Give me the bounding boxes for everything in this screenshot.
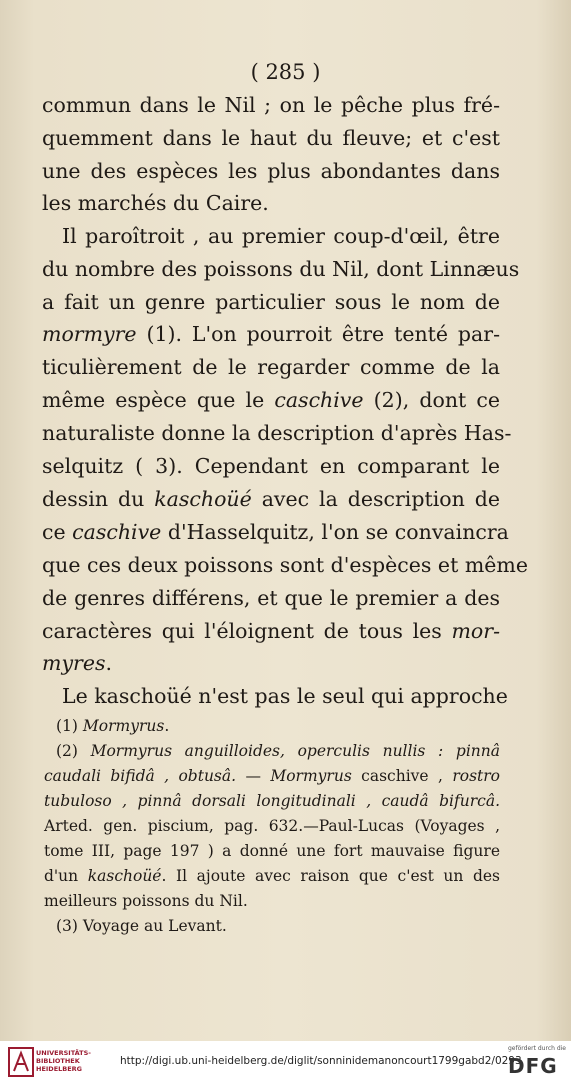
text-line: une des espèces les plus abondantes dans <box>42 159 500 183</box>
footnote-line: tome III, page 197 ) a donné une fort mauvaise figure <box>44 842 500 860</box>
text-line: Il paroîtroit , au premier coup-d'œil, être <box>62 224 500 248</box>
permalink[interactable]: http://digi.ub.uni-heidelberg.de/diglit/sonninidemanoncourt1799gabd2/0293 <box>120 1055 522 1067</box>
text-line: du nombre des poissons du Nil, dont Linnæus <box>42 257 520 281</box>
text-line: naturaliste donne la description d'après Has- <box>42 421 512 445</box>
footnote-line: (1) Mormyrus. <box>56 717 170 735</box>
text-line: ce caschive d'Hasselquitz, l'on se convaincra <box>42 520 509 544</box>
text-line: que ces deux poissons sont d'espèces et même <box>42 553 528 577</box>
term-mormyre: mormyre <box>42 322 137 346</box>
text-line: myres. <box>42 651 113 675</box>
term-kaschoue: kaschoüé <box>154 487 252 511</box>
term-mormyres: mor- <box>451 619 500 643</box>
footnote-line: (2) Mormyrus anguilloides, operculis nullis : pinnâ <box>56 742 500 760</box>
text-line: mormyre (1). L'on pourroit être tenté par- <box>42 322 500 346</box>
text-line: les marchés du Caire. <box>42 191 269 215</box>
term-caschive: caschive <box>72 520 162 544</box>
text-line: dessin du kaschoüé avec la description de <box>42 487 500 511</box>
footnote-line: caudali bifidâ , obtusâ. — Mormyrus caschive , rostro <box>44 767 500 785</box>
text-line: selquitz ( 3). Cependant en comparant le <box>42 454 500 478</box>
text-line: de genres différens, et que le premier a des <box>42 586 500 610</box>
text-line: ticulièrement de le regarder comme de la <box>42 355 500 379</box>
text-line: caractères qui l'éloignent de tous les mor- <box>42 619 500 643</box>
page-number: ( 285 ) <box>250 60 321 84</box>
dfg-logo: DFG <box>508 1054 558 1078</box>
institution-name: UNIVERSITÄTS- BIBLIOTHEK HEIDELBERG <box>36 1049 91 1073</box>
footnote-line: (3) Voyage au Levant. <box>56 917 227 935</box>
footnote-line: tubuloso , pinnâ dorsali longitudinali , caudâ bifurcâ. <box>44 792 500 810</box>
university-seal-icon <box>8 1047 34 1077</box>
term-caschive: caschive <box>274 388 364 412</box>
text-line: Le kaschoüé n'est pas le seul qui approche <box>62 684 508 708</box>
text-line: quemment dans le haut du fleuve; et c'est <box>42 126 500 150</box>
text-line: a fait un genre particulier sous le nom de <box>42 290 500 314</box>
footnote-line: Arted. gen. piscium, pag. 632.—Paul-Lucas (Voyages , <box>44 817 500 835</box>
text-line: même espèce que le caschive (2), dont ce <box>42 388 501 412</box>
sponsor-label: gefördert durch die <box>508 1045 566 1052</box>
term-mormyres: myres <box>42 651 106 675</box>
text-line: commun dans le Nil ; on le pêche plus fré- <box>42 93 500 117</box>
viewer-footer <box>0 1041 571 1082</box>
footnote-line: meilleurs poissons du Nil. <box>44 892 248 910</box>
footnote-line: d'un kaschoüé. Il ajoute avec raison que c'est un des <box>44 867 500 885</box>
